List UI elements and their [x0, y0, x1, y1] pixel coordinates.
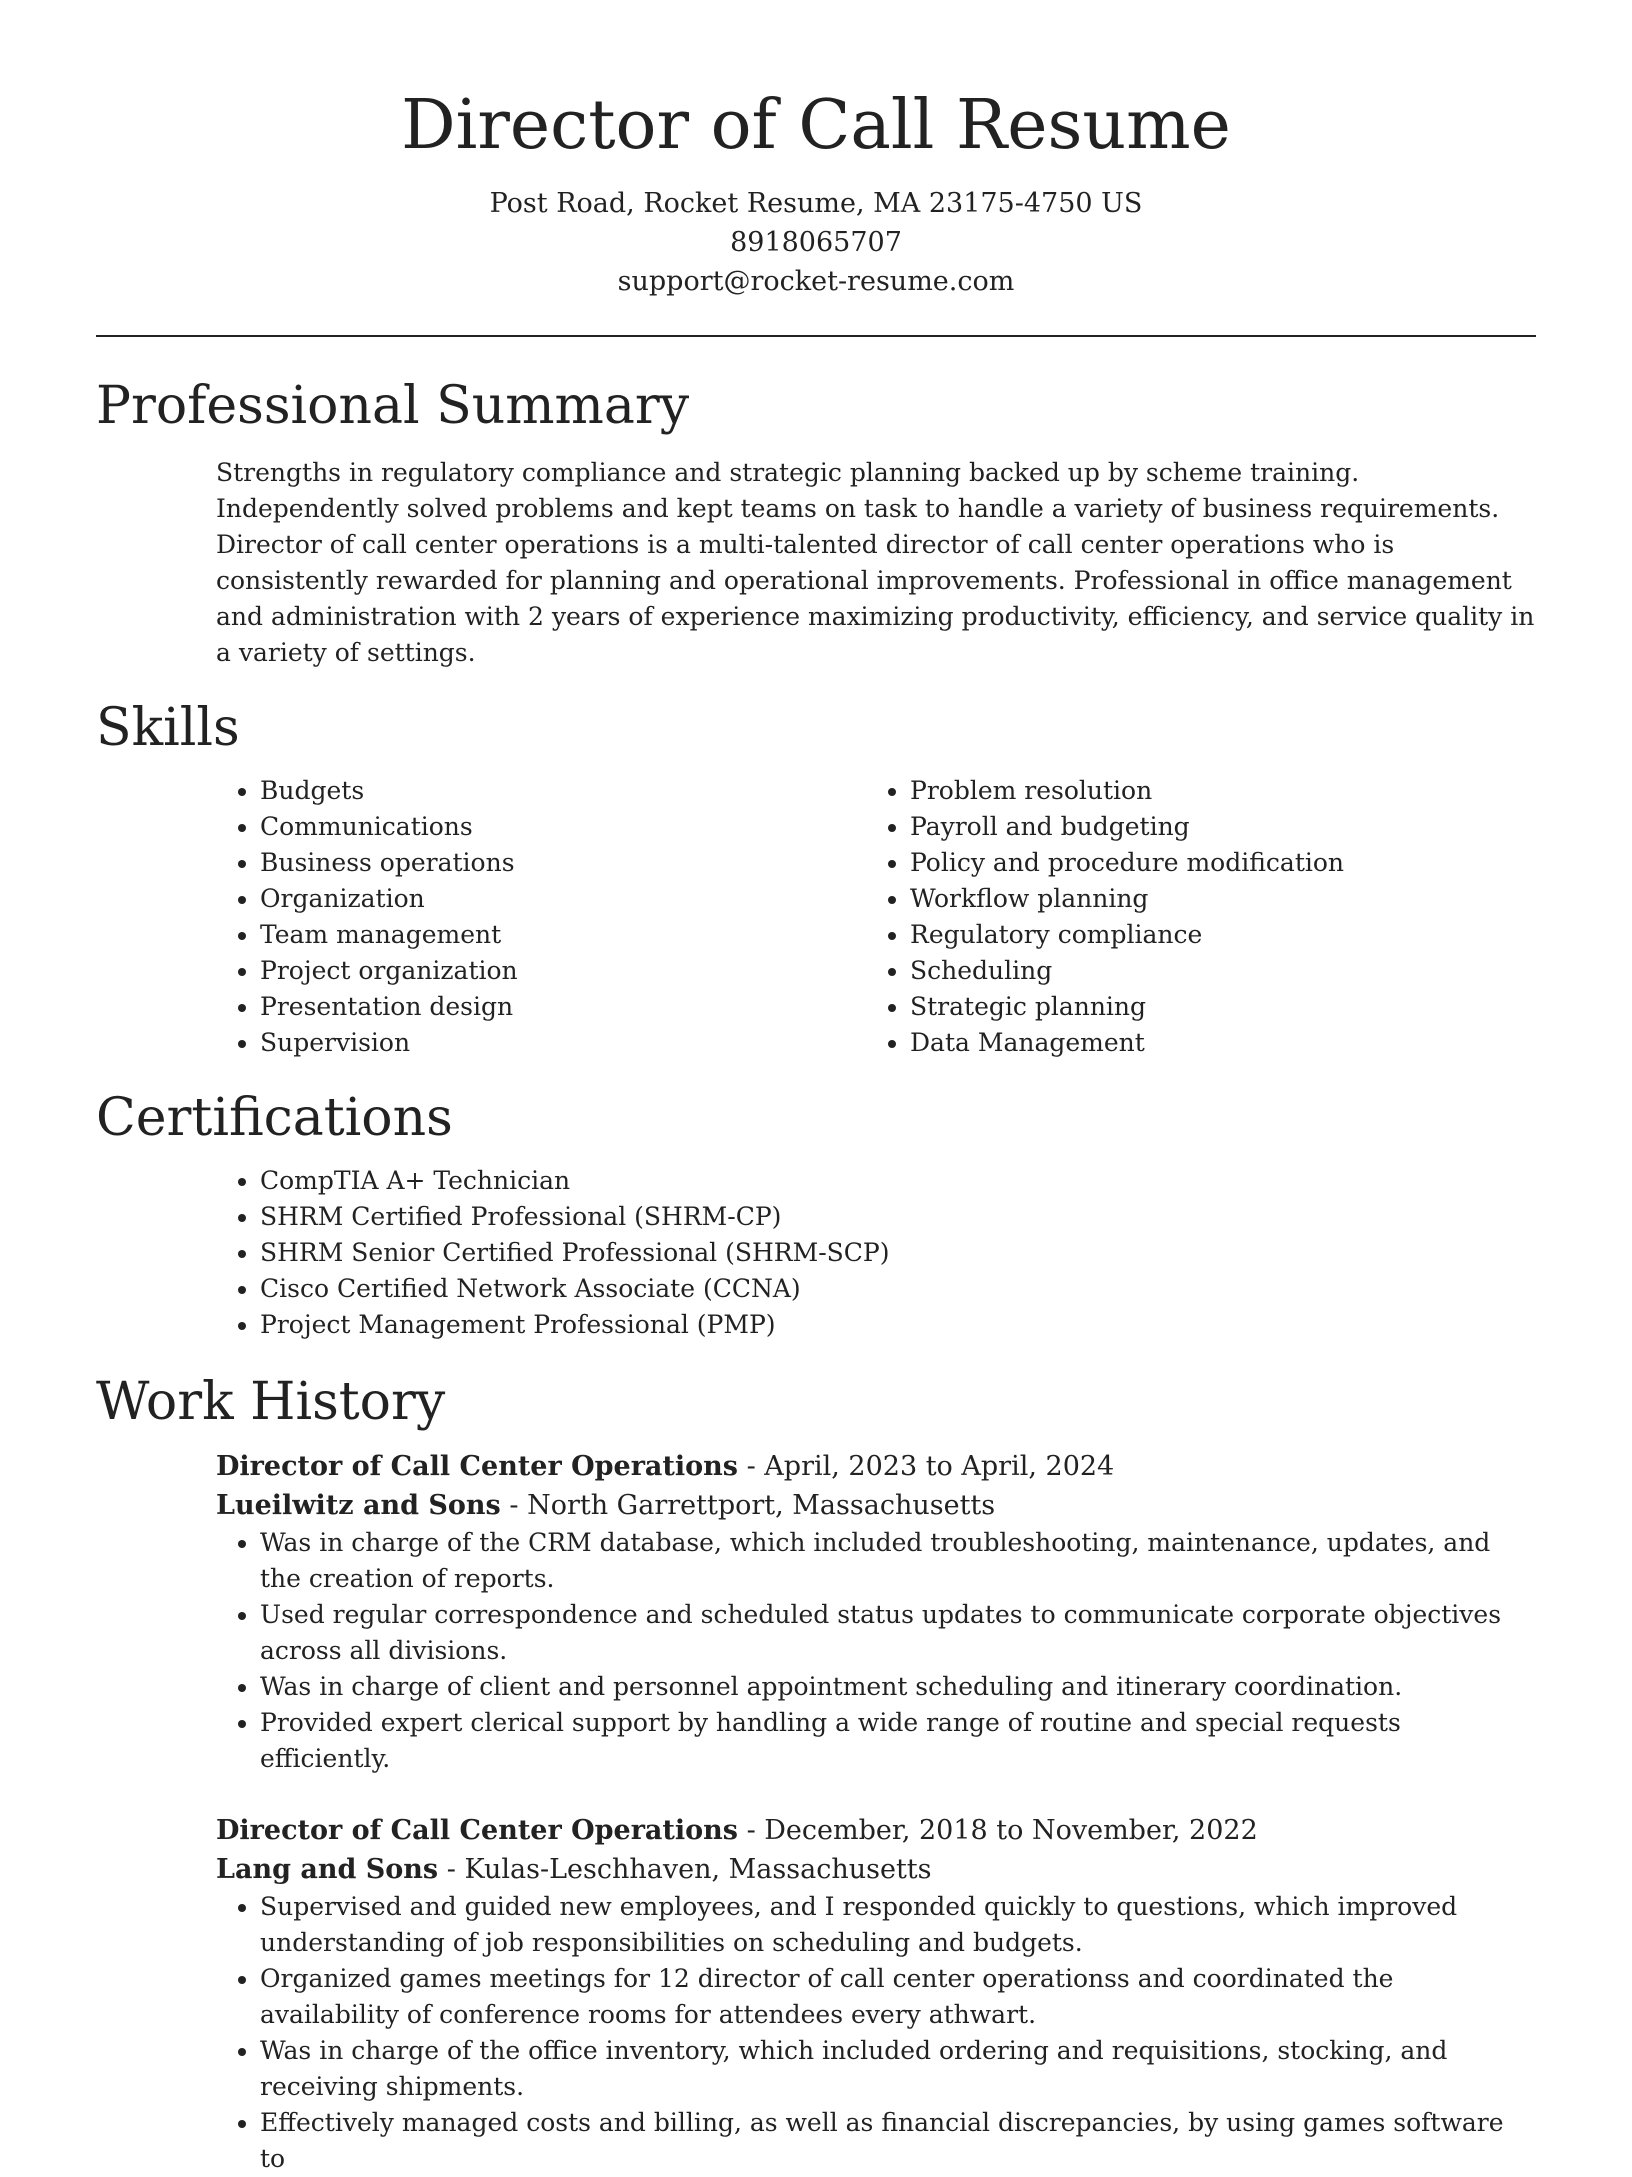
- job-bullet: • Was in charge of the CRM database, which included troubleshooting, maintenance, updates, and the creation of reports.: [260, 1525, 1536, 1597]
- certifications-section: [96, 1087, 1536, 1343]
- skill-item: • Communications: [260, 809, 866, 845]
- contact-phone: 8918065707: [730, 227, 902, 258]
- skill-item: • Supervision: [260, 1025, 866, 1061]
- job-company-line: [216, 1850, 1536, 1889]
- job-role: Director of Call Center Operations: [216, 1451, 738, 1482]
- contact-email: support@rocket-resume.com: [617, 266, 1015, 297]
- job-bullet: • Organized games meetings for 12 director of call center operationss and coordinated the availability of conference rooms for attendees every athwart.: [260, 1961, 1536, 2033]
- job-company: Lang and Sons: [216, 1854, 439, 1885]
- section-title-summary: Professional Summary: [96, 376, 690, 436]
- job-dates: December, 2018 to November, 2022: [764, 1815, 1258, 1846]
- section-title-certifications: Certifications: [96, 1088, 453, 1148]
- job-location: Kulas-Leschhaven, Massachusetts: [464, 1854, 932, 1885]
- section-title-work-history: Work History: [96, 1372, 446, 1432]
- certifications-list-wrap: [216, 1163, 1536, 1343]
- job-bullet: • Effectively managed costs and billing, as well as financial discrepancies, by using games software to: [260, 2105, 1536, 2177]
- certification-item: • CompTIA A+ Technician: [260, 1163, 1536, 1199]
- certification-item: • SHRM Certified Professional (SHRM-CP): [260, 1199, 1536, 1235]
- skill-item: • Problem resolution: [910, 773, 1536, 809]
- skill-item: • Scheduling: [910, 953, 1536, 989]
- skill-item: • Business operations: [260, 845, 866, 881]
- resume-page: [96, 0, 1536, 2177]
- job-bullets: [216, 1525, 1536, 1777]
- job-location: North Garrettport, Massachusetts: [527, 1490, 996, 1521]
- separator: -: [438, 1854, 465, 1885]
- job-bullet: • Provided expert clerical support by handling a wide range of routine and special requests efficiently.: [260, 1705, 1536, 1777]
- job-bullets: [216, 1889, 1536, 2177]
- contact-block: [96, 184, 1536, 301]
- job-bullet: • Was in charge of client and personnel appointment scheduling and itinerary coordination.: [260, 1669, 1536, 1705]
- contact-address: Post Road, Rocket Resume, MA 23175-4750 US: [489, 188, 1143, 219]
- skills-columns: [216, 773, 1536, 1061]
- skill-item: • Policy and procedure modification: [910, 845, 1536, 881]
- job-role-line: [216, 1447, 1536, 1486]
- professional-summary-section: [96, 375, 1536, 671]
- skills-list-right: [866, 773, 1536, 1061]
- separator: -: [500, 1490, 528, 1521]
- skill-item: • Strategic planning: [910, 989, 1536, 1025]
- section-title-skills: Skills: [96, 698, 240, 758]
- skills-section: [96, 697, 1536, 1061]
- job-bullet: • Used regular correspondence and scheduled status updates to communicate corporate objectives across all divisions.: [260, 1597, 1536, 1669]
- job-bullet: • Was in charge of the office inventory, which included ordering and requisitions, stocking, and receiving shipments.: [260, 2033, 1536, 2105]
- skill-item: • Payroll and budgeting: [910, 809, 1536, 845]
- resume-title: Director of Call Resume: [401, 86, 1231, 165]
- certification-item: • SHRM Senior Certified Professional (SHRM-SCP): [260, 1235, 1536, 1271]
- separator: -: [737, 1815, 765, 1846]
- skill-item: • Team management: [260, 917, 866, 953]
- skill-item: • Workflow planning: [910, 881, 1536, 917]
- header-divider: [96, 335, 1536, 337]
- job-dates: April, 2023 to April, 2024: [764, 1451, 1115, 1482]
- skill-item: • Budgets: [260, 773, 866, 809]
- skill-item: • Regulatory compliance: [910, 917, 1536, 953]
- job-company-line: [216, 1486, 1536, 1525]
- certification-item: • Project Management Professional (PMP): [260, 1307, 1536, 1343]
- job-role-line: [216, 1811, 1536, 1850]
- resume-header: [96, 0, 1536, 301]
- work-history-section: [96, 1371, 1536, 2177]
- skill-item: • Data Management: [910, 1025, 1536, 1061]
- job-entry: [216, 1811, 1536, 2177]
- job-role: Director of Call Center Operations: [216, 1815, 738, 1846]
- certifications-list: [216, 1163, 1536, 1343]
- job-company: Lueilwitz and Sons: [216, 1490, 501, 1521]
- summary-text: Strengths in regulatory compliance and strategic planning backed up by scheme training. Independently solved problems and kept teams on task to handle a variety of business requirements. Director of call center operations is a multi-talented director of call center operations who is consistently rewarded for planning and operational improvements. Professional in office management and administration with 2 years of experience maximizing productivity, efficiency, and service quality in a variety of settings.: [216, 458, 1535, 667]
- skill-item: • Project organization: [260, 953, 866, 989]
- job-entry: [216, 1447, 1536, 1777]
- job-bullet: • Supervised and guided new employees, and I responded quickly to questions, which improved understanding of job responsibilities on scheduling and budgets.: [260, 1889, 1536, 1961]
- separator: -: [737, 1451, 765, 1482]
- skills-list-left: [216, 773, 866, 1061]
- skill-item: • Presentation design: [260, 989, 866, 1025]
- certification-item: • Cisco Certified Network Associate (CCNA): [260, 1271, 1536, 1307]
- skill-item: • Organization: [260, 881, 866, 917]
